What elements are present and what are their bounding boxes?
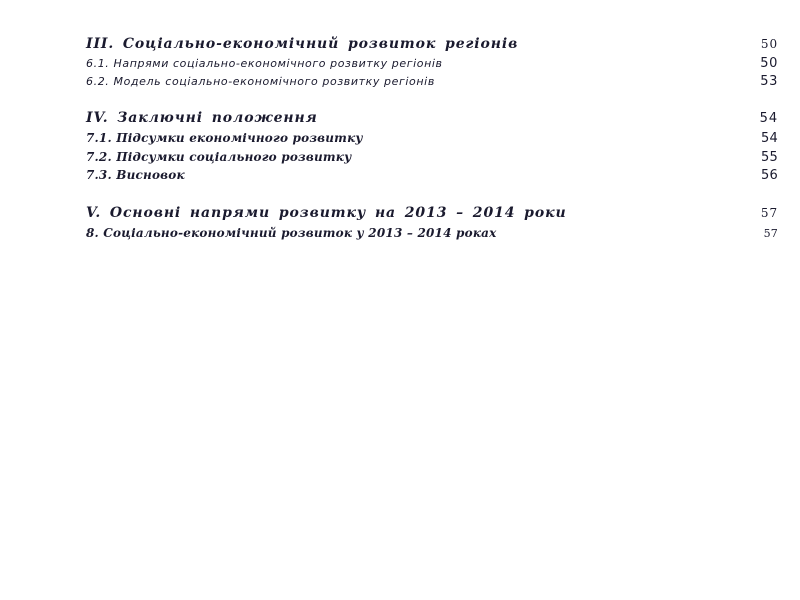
toc-page-number: 50 <box>760 37 778 51</box>
toc-item-label: 7.1. Підсумки економічного розвитку <box>86 131 363 145</box>
toc-section-title: V. Основні напрями розвитку на 2013 – 2014 роки <box>86 205 567 221</box>
toc-item-6-2 <box>86 74 778 89</box>
toc-section-title: ІV. Заключні положення <box>86 110 318 126</box>
toc-item-label: 6.2. Модель соціально-економічного розвитку регіонів <box>86 75 435 88</box>
toc-page-number: 53 <box>760 74 778 89</box>
toc-section-5 <box>86 205 778 221</box>
toc-page-number: 50 <box>760 56 778 71</box>
toc-item-6-1 <box>86 56 778 71</box>
toc-item-7-1 <box>86 131 778 146</box>
toc-item-label: 8. Соціально-економічний розвиток у 2013 – 2014 роках <box>86 226 497 240</box>
toc-item-label: 7.2. Підсумки соціального розвитку <box>86 150 352 164</box>
toc-page-number: 55 <box>761 150 778 165</box>
toc-section-title: ІІІ. Соціально-економічний розвиток регіонів <box>86 36 519 52</box>
toc-item-label: 7.3. Висновок <box>86 168 185 182</box>
toc-page-number: 57 <box>760 206 778 220</box>
toc-item-label: 6.1. Напрями соціально-економічного розвитку регіонів <box>86 57 443 70</box>
toc-section-3 <box>86 36 778 52</box>
toc-page-number: 57 <box>763 227 778 240</box>
toc-page-number: 56 <box>761 168 778 183</box>
toc-item-7-3 <box>86 168 778 183</box>
toc-item-8 <box>86 226 778 240</box>
toc-item-7-2 <box>86 150 778 165</box>
toc-page-number: 54 <box>761 131 778 146</box>
toc-section-4 <box>86 110 778 126</box>
toc-page-number: 54 <box>759 111 778 126</box>
